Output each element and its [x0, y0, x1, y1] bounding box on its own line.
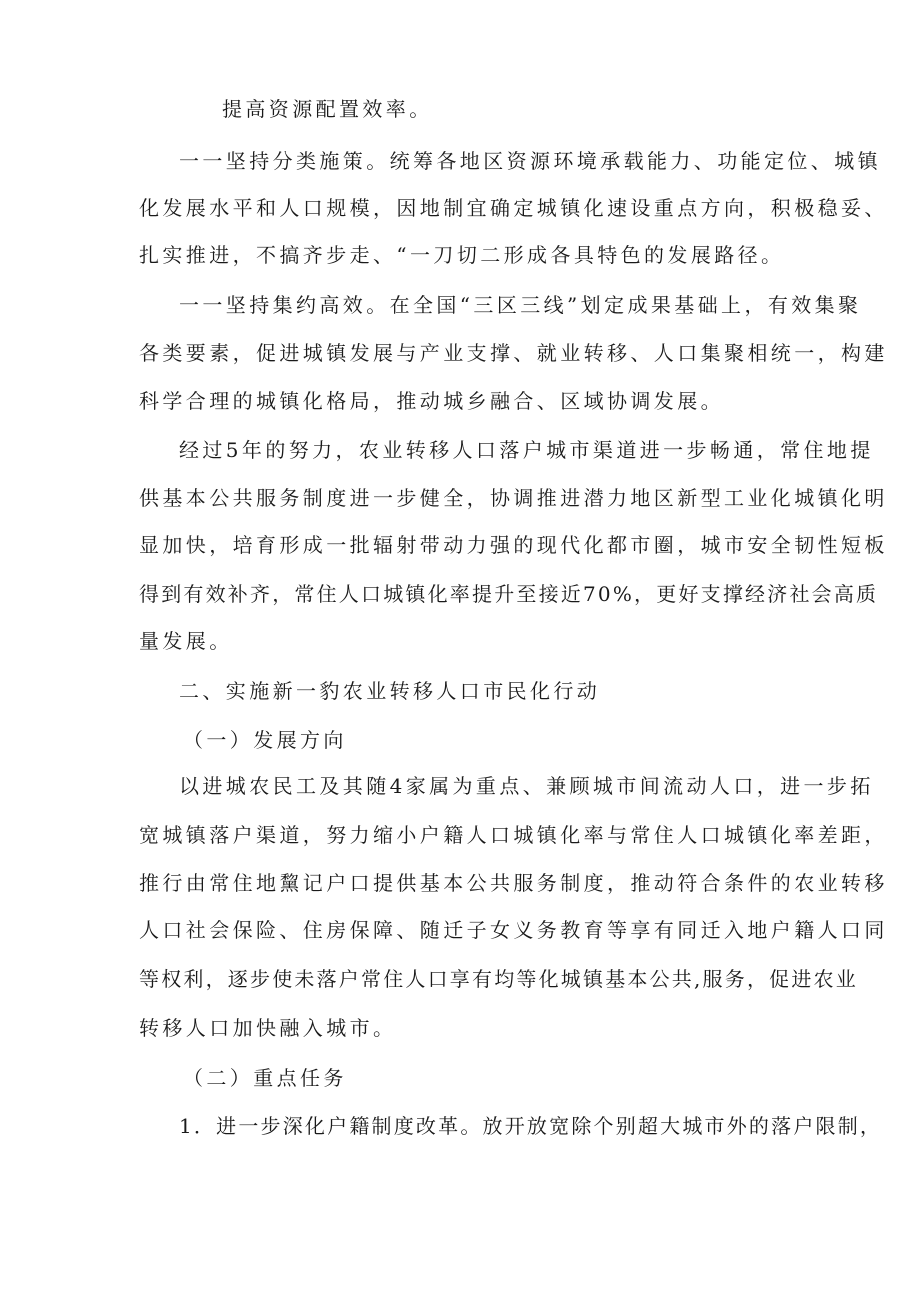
text-line-12: 量发展。: [139, 629, 233, 653]
text-line-7: 科学合理的城镇化格局，推动城乡融合、区域协调发展。: [139, 389, 724, 413]
subsection-heading-2: （二）重点任务: [183, 1066, 347, 1090]
text-line-20: 转移人口加快融入城市。: [139, 1016, 397, 1040]
text-line-2: 一一坚持分类施策。统筹各地区资源环境承载能力、功能定位、城镇: [179, 149, 881, 173]
text-line-5: 一一坚持集约高效。在全国“三区三线”划定成果基础上，有效集聚: [179, 293, 862, 317]
text-line-22: 1．进一步深化户籍制度改革。放开放宽除个别超大城市外的落户限制，: [179, 1114, 883, 1138]
subsection-heading-1: （一）发展方向: [183, 728, 347, 752]
text-line-16: 宽城镇落户渠道，努力缩小户籍人口城镇化率与常住人口城镇化率差距，: [139, 823, 888, 847]
text-line-10: 显加快，培育形成一批辐射带动力强的现代化都市圈，城市安全韧性短板: [139, 533, 888, 557]
text-line-11: 得到有效补齐，常住人口城镇化率提升至接近70%，更好支撑经济社会高质: [139, 582, 879, 606]
text-line-3: 化发展水平和人口规模，因地制宜确定城镇化速设重点方向，积极稳妥、: [139, 196, 888, 220]
text-line-19: 等权利，逐步使未落户常住人口享有均等化城镇基本公共,服务，促进农业: [139, 967, 858, 991]
text-line-8: 经过5年的努力，农业转移人口落户城市渠道进一步畅通，常住地提: [179, 438, 874, 462]
text-line-18: 人口社会保险、住房保障、随迁子女义务教育等享有同迁入地户籍人口同: [139, 918, 888, 942]
text-line-4: 扎实推进，不搞齐步走、“一刀切二形成各具特色的发展路径。: [139, 243, 785, 267]
text-line-15: 以进城农民工及其随4家属为重点、兼顾城市间流动人口，进一步拓: [179, 774, 874, 798]
text-line-9: 供基本公共服务制度进一步健全，协调推进潜力地区新型工业化城镇化明: [139, 486, 888, 510]
text-line-6: 各类要素，促进城镇发展与产业支撑、就业转移、人口集聚相统一，构建: [139, 341, 888, 365]
text-line-1: 提高资源配置效率。: [222, 97, 433, 121]
text-line-17: 推行由常住地黧记户口提供基本公共服务制度，推动符合条件的农业转移: [139, 871, 888, 895]
section-heading-2: 二、实施新一豹农业转移人口市民化行动: [179, 679, 601, 703]
